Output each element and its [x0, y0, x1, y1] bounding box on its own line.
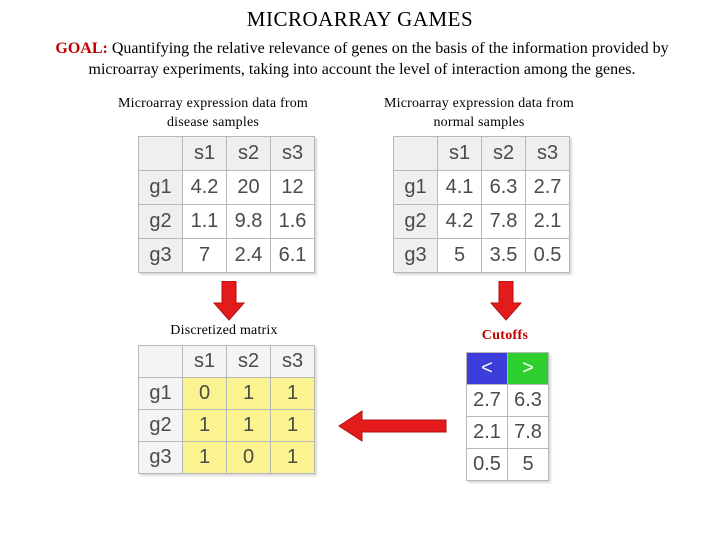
table-cell: 4.2: [438, 205, 482, 239]
row-header: g2: [139, 205, 183, 239]
table-cell: 1: [227, 378, 271, 410]
table-cell: 6.3: [508, 385, 549, 417]
table-cell: 1: [271, 378, 315, 410]
table-cell: 6.3: [482, 171, 526, 205]
table-row: [139, 410, 315, 442]
discretized-caption: Discretized matrix: [170, 323, 278, 338]
goal-text-1: Quantifying the relative relevance of genes on the basis of the information provided by: [111, 40, 669, 57]
disease-caption: [70, 94, 356, 132]
cutoffs-caption: Cutoffs: [481, 328, 529, 343]
table-cell: 7: [183, 239, 227, 273]
row-header: g3: [139, 442, 183, 474]
table-cell: 5: [508, 449, 549, 481]
table-cell: 0: [227, 442, 271, 474]
table-cell: 2.4: [227, 239, 271, 273]
down-arrow-icon: [213, 281, 245, 321]
table-cell: 0.5: [526, 239, 570, 273]
column-header: s2: [482, 137, 526, 171]
table-corner: [394, 137, 438, 171]
table-cell: 6.1: [271, 239, 315, 273]
table-cell: 1.1: [183, 205, 227, 239]
table-cell: 1: [183, 410, 227, 442]
table-header-row: [467, 353, 549, 385]
table-cell: 0.5: [467, 449, 508, 481]
table-row: [394, 205, 570, 239]
table-cell: 1: [227, 410, 271, 442]
table-corner: [139, 346, 183, 378]
column-header: s1: [183, 137, 227, 171]
column-header: s2: [227, 346, 271, 378]
row-header: g1: [139, 378, 183, 410]
row-header: g2: [394, 205, 438, 239]
table-row: [467, 385, 549, 417]
table-row: [467, 417, 549, 449]
row-header: g2: [139, 410, 183, 442]
table-cell: 7.8: [482, 205, 526, 239]
column-header: s3: [271, 346, 315, 378]
table-cell: 5: [438, 239, 482, 273]
table-row: [394, 239, 570, 273]
column-header: s3: [526, 137, 570, 171]
table-cell: 1: [271, 410, 315, 442]
table-cell: 2.1: [526, 205, 570, 239]
table-row: [139, 442, 315, 474]
column-header: s1: [438, 137, 482, 171]
left-arrow-icon: [338, 409, 448, 443]
table-cell: 20: [227, 171, 271, 205]
table-row: [139, 205, 315, 239]
row-header: g1: [139, 171, 183, 205]
disease-caption-line-2: disease samples: [166, 115, 260, 130]
goal-text-2: microarray experiments, taking into account the level of interaction among the genes.: [88, 61, 636, 78]
table-cell: 4.1: [438, 171, 482, 205]
normal-caption: [336, 94, 622, 132]
normal-caption-line-2: normal samples: [433, 115, 525, 130]
table-cell: 9.8: [227, 205, 271, 239]
column-header: s3: [271, 137, 315, 171]
discretized-table: [138, 345, 315, 474]
table-row: [139, 171, 315, 205]
table-cell: 4.2: [183, 171, 227, 205]
table-header-row: [139, 346, 315, 378]
row-header: g3: [139, 239, 183, 273]
column-header: s2: [227, 137, 271, 171]
table-cell: 12: [271, 171, 315, 205]
table-cell: 1: [183, 442, 227, 474]
less-than-header: <: [467, 353, 508, 385]
row-header: g1: [394, 171, 438, 205]
greater-than-header: >: [508, 353, 549, 385]
table-cell: 7.8: [508, 417, 549, 449]
table-row: [139, 378, 315, 410]
table-corner: [139, 137, 183, 171]
table-cell: 2.7: [526, 171, 570, 205]
page-title: MICROARRAY GAMES: [246, 7, 474, 31]
table-header-row: [394, 137, 570, 171]
table-row: [467, 449, 549, 481]
table-cell: 0: [183, 378, 227, 410]
goal-line-1: [14, 38, 710, 59]
row-header: g3: [394, 239, 438, 273]
table-row: [139, 239, 315, 273]
table-header-row: [139, 137, 315, 171]
table-row: [394, 171, 570, 205]
table-cell: 1.6: [271, 205, 315, 239]
goal-label: GOAL:: [55, 40, 108, 57]
down-arrow-icon: [490, 281, 522, 321]
normal-caption-line-1: Microarray expression data from: [383, 96, 575, 111]
table-cell: 2.1: [467, 417, 508, 449]
normal-table: [393, 136, 570, 273]
disease-table: [138, 136, 315, 273]
table-cell: 2.7: [467, 385, 508, 417]
goal-statement: [14, 38, 710, 80]
disease-caption-line-1: Microarray expression data from: [117, 96, 309, 111]
table-cell: 1: [271, 442, 315, 474]
column-header: s1: [183, 346, 227, 378]
table-cell: 3.5: [482, 239, 526, 273]
cutoffs-table: [466, 352, 549, 481]
